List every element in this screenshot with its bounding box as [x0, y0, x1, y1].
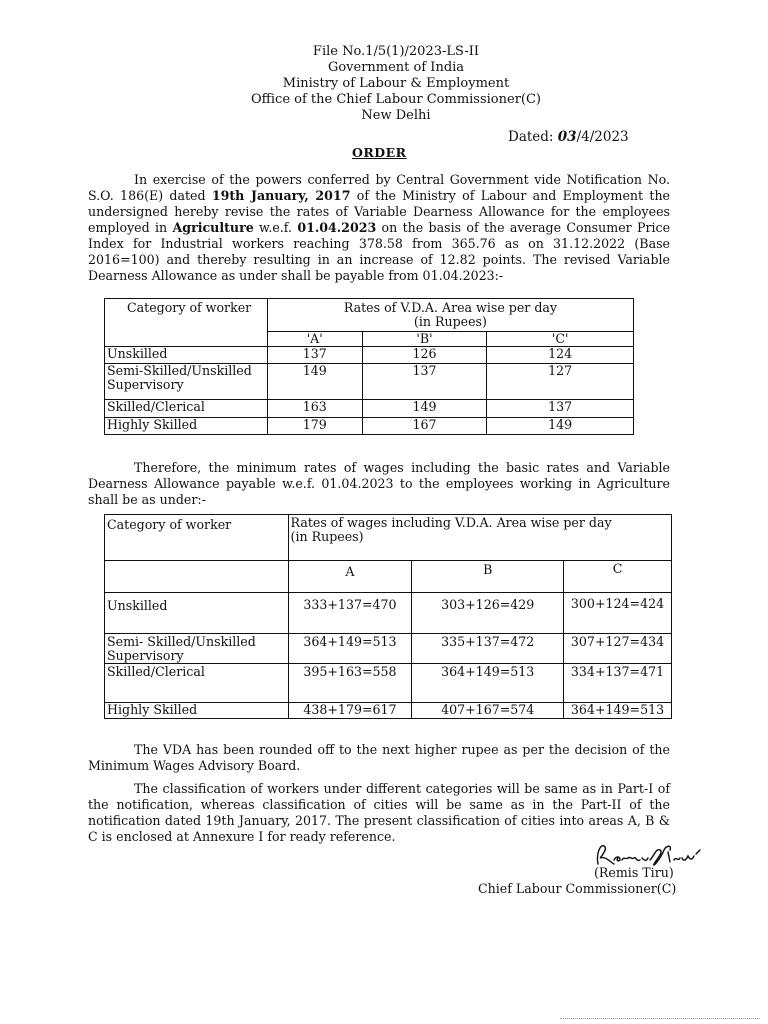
table-row: Skilled/Clerical 163 149 137 — [105, 400, 634, 418]
table-row: Unskilled 137 126 124 — [105, 347, 634, 364]
area-c-header: 'C' — [487, 332, 634, 347]
table-header-category: Category of worker — [105, 515, 289, 561]
area-b-header: B — [412, 561, 564, 593]
date-label: Dated: — [508, 129, 554, 145]
wage-rates-table — [104, 514, 672, 719]
office-line: Office of the Chief Labour Commissioner(C) — [251, 92, 541, 107]
date-line — [508, 129, 629, 145]
paragraph-rounding-note: The VDA has been rounded off to the next higher rupee as per the decision of the Minimum Wages Advisory Board. — [88, 742, 670, 773]
paragraph-classification-note: The classification of workers under different categories will be same as in Part-I of the notification, whereas classification of cities will be same as in the Part-II of the notification dated 19th January, 2017. The present classification of cities into areas A, B & C is enclosed at Annexure I for ready reference. — [88, 781, 670, 844]
table-row: Highly Skilled 179 167 149 — [105, 418, 634, 435]
table-row: Unskilled 333+137=470 303+126=429 300+124=424 — [105, 593, 672, 634]
area-a-header: 'A' — [267, 332, 362, 347]
table-header-category: Category of worker — [105, 299, 268, 347]
vda-rates-table — [104, 298, 634, 435]
ministry-line: Ministry of Labour & Employment — [282, 76, 510, 91]
notification-date: 19th January, 2017 — [211, 188, 351, 203]
order-title: ORDER — [352, 145, 407, 160]
signatory-name: (Remis Tiru) — [594, 865, 674, 880]
sector-name: Agriculture — [172, 220, 254, 235]
area-a-header: A — [288, 561, 412, 593]
page-bottom-edge — [560, 1018, 760, 1022]
paragraph-minimum-wages: Therefore, the minimum rates of wages including the basic rates and Variable Dearness Allowance payable w.e.f. 01.04.2023 to the employees working in Agriculture shall be as under:- — [88, 460, 670, 507]
table-row: Semi- Skilled/Unskilled Supervisory 364+149=513 335+137=472 307+127=434 — [105, 634, 672, 664]
area-b-header: 'B' — [362, 332, 487, 347]
date-rest: /4/2023 — [576, 129, 629, 145]
file-number: File No.1/5(1)/2023-LS-II — [312, 44, 480, 59]
table-row: Semi-Skilled/Unskilled Supervisory 149 137 127 — [105, 364, 634, 400]
table-header-rates: Rates of wages including V.D.A. Area wise per day (in Rupees) — [288, 515, 671, 561]
table-row: Highly Skilled 438+179=617 407+167=574 364+149=513 — [105, 703, 672, 719]
city-line: New Delhi — [361, 108, 431, 123]
area-c-header: C — [564, 561, 672, 593]
signatory-title: Chief Labour Commissioner(C) — [478, 881, 677, 896]
effective-date: 01.04.2023 — [297, 220, 377, 235]
table-header-rates: Rates of V.D.A. Area wise per day (in Rupees) — [267, 299, 633, 332]
table-row: Skilled/Clerical 395+163=558 364+149=513 334+137=471 — [105, 664, 672, 703]
date-day-handwritten: 03 — [557, 129, 577, 145]
document-header — [0, 44, 768, 124]
government-line: Government of India — [327, 60, 465, 75]
paragraph-notification: In exercise of the powers conferred by Central Government vide Notification No. S.O. 186(E) dated 19th January, 2017 of the Ministry of Labour and Employment the undersigned hereby revise the rates of Variable Dearness Allowance for the employees employed in Agriculture w.e.f. 01.04.2023 on the basis of the average Consumer Price Index for Industrial workers reaching 378.58 from 365.76 as on 31.12.2022 (Base 2016=100) and thereby resulting in an increase of 12.82 points. The revised Variable Dearness Allowance as under shall be payable from 01.04.2023:- — [88, 172, 671, 283]
